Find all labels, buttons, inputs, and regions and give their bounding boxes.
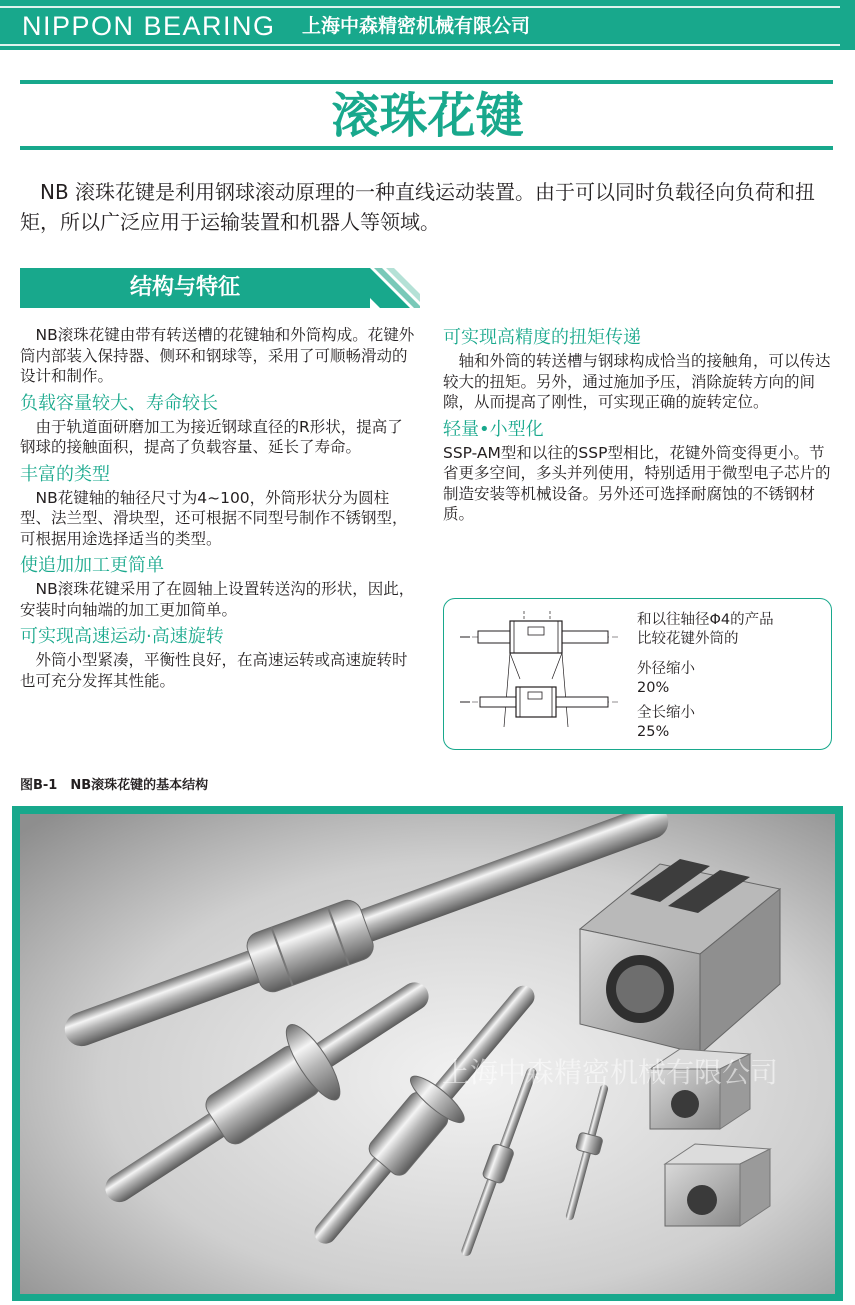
page-title: 滚珠花键 (331, 88, 524, 144)
comparison-caption-line2: 比较花键外筒的 (637, 631, 739, 647)
feature-text-machining: NB滚珠花键采用了在圆轴上设置转送沟的形状，因此，安装时向轴端的加工更加简单。 (20, 580, 415, 619)
feature-heading-compact: 轻量•小型化 (443, 418, 544, 440)
right-column (443, 325, 835, 525)
title-rule-bottom (20, 146, 833, 150)
feature-text-compact: SSP-AM型和以往的SSP型相比，花键外筒变得更小。节省更多空间，多头并列使用，特别适用于微型电子芯片的制造安装等机械设备。另外还可选择耐腐蚀的不锈钢材质。 (443, 443, 831, 523)
banner-stripes (340, 268, 420, 308)
outer-diameter-label: 外径缩小 (637, 661, 695, 677)
outer-diameter-value: 20% (637, 680, 670, 696)
feature-text-high-speed: 外筒小型紧凑，平衡性良好，在高速运转或高速旋转时也可充分发挥其性能。 (20, 651, 408, 690)
comparison-caption-line1: 和以往轴径Φ4的产品 (637, 612, 774, 628)
title-rule-top (20, 80, 833, 84)
photo-watermark: 上海中森精密机械有限公司 (441, 1056, 779, 1089)
feature-heading-machining: 使追加加工更简单 (20, 555, 164, 576)
section-title: 结构与特征 (129, 275, 240, 300)
feature-heading-types: 丰富的类型 (20, 463, 110, 485)
company-name: 上海中森精密机械有限公司 (302, 15, 531, 37)
linear-block-small-2 (665, 1144, 770, 1226)
feature-text-torque: 轴和外筒的转送槽与钢球构成恰当的接触角，可以传达较大的扭矩。另外，通过施加予压，消除旋转方向的间隙，从而提高了刚性，可实现正确的旋转定位。 (443, 352, 831, 411)
intro-paragraph: NB 滚珠花键是利用钢球滚动原理的一种直线运动装置。由于可以同时负载径向负荷和扭矩，所以广泛应用于运输装置和机器人等领域。 (20, 180, 816, 234)
feature-text-types: NB花键轴的轴径尺寸为4~100，外筒形状分为圆柱型、法兰型、滑块型，还可根据不同型号制作不锈钢型，可根据用途选择适当的类型。 (20, 488, 408, 548)
feature-heading-load-capacity: 负载容量较大、寿命较长 (20, 392, 218, 414)
comparison-box (443, 598, 832, 750)
left-column (20, 325, 415, 691)
total-length-value: 25% (637, 724, 670, 740)
brand-name: NIPPON BEARING (22, 11, 276, 41)
figure-caption: 图B-1 NB滚珠花键的基本结构 (20, 778, 209, 793)
feature-heading-torque: 可实现高精度的扭矩传递 (443, 327, 641, 348)
total-length-label: 全长缩小 (637, 705, 695, 721)
feature-text-load-capacity: 由于轨道面研磨加工为接近钢球直径的R形状，提高了钢球的接触面积，提高了负载容量、延长了寿命。 (20, 417, 403, 456)
spline-size-diagram (458, 607, 628, 737)
structure-description: NB滚珠花键由带有转送槽的花键轴和外筒构成。花键外筒内部装入保持器、侧环和钢球等，采用了可顺畅滑动的设计和制作。 (20, 326, 415, 385)
feature-heading-high-speed: 可实现高速运动·高速旋转 (20, 626, 224, 647)
product-photo (20, 814, 835, 1294)
